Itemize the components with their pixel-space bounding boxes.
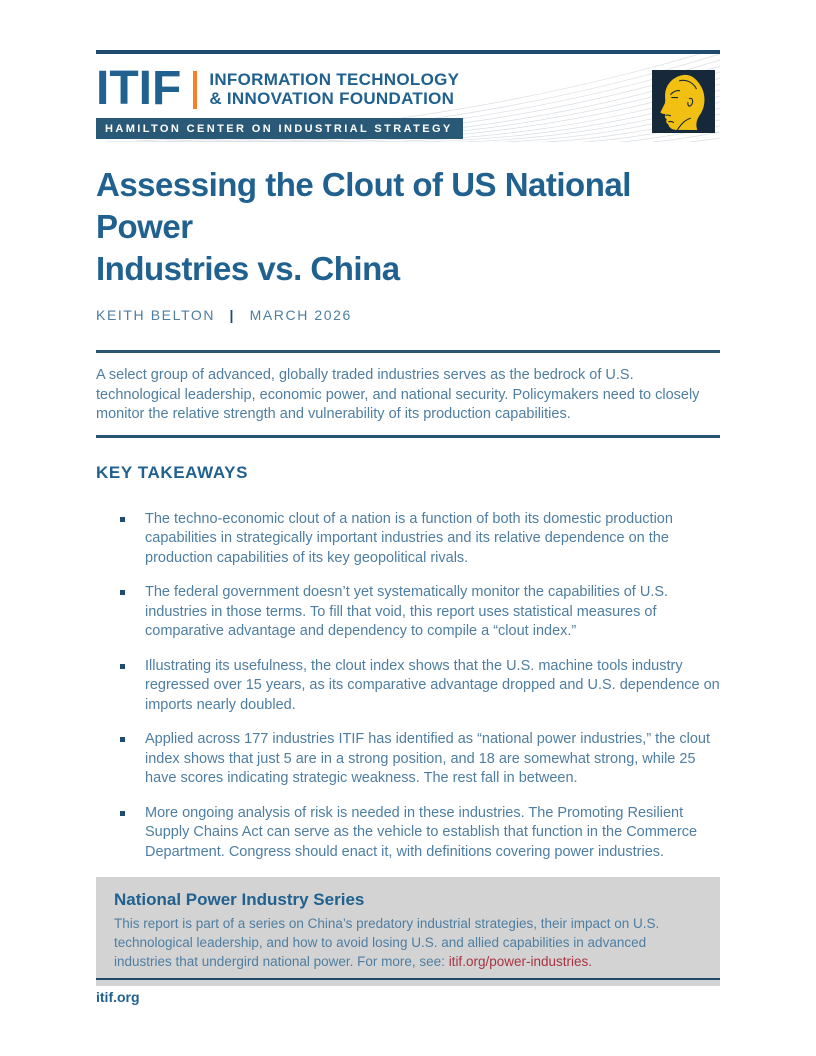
takeaway-text: Applied across 177 industries ITIF has identified as “national power industries,” the clout index shows that just 5 are in a strong position, and 18 are somewhat strong, while 25 have scores indicating strategic weakness. The rest fall in between. <box>145 731 710 786</box>
itif-logo-name-line2: & INNOVATION FOUNDATION <box>209 89 455 108</box>
byline <box>96 307 720 323</box>
takeaway-text: The techno-economic clout of a nation is a function of both its domestic production capabilities in strategically important industries and its relative dependence on the production capabilities of its key geopolitical rivals. <box>145 510 673 566</box>
abstract-rule-top <box>96 350 720 353</box>
page-title <box>96 164 720 290</box>
page-title-line1: Assessing the Clout of US National Power <box>96 166 631 245</box>
series-suffix: . <box>588 954 593 969</box>
footer-site-label: itif.org <box>96 989 140 1005</box>
header <box>96 54 720 142</box>
footer-rule <box>96 978 720 980</box>
itif-logo <box>96 62 460 115</box>
abstract-rule-bottom <box>96 435 720 438</box>
abstract-text: A select group of advanced, globally traded industries serves as the bedrock of U.S. technological leadership, economic power, and national security. Policymakers need to closely monitor the relative strength and vulnerability of its production capabilities. <box>96 367 700 422</box>
series-heading: National Power Industry Series <box>114 890 365 909</box>
series-callout-box <box>96 877 720 986</box>
page-title-line2: Industries vs. China <box>96 250 400 287</box>
series-link[interactable]: itif.org/power-industries <box>448 954 589 969</box>
page-footer <box>96 978 720 1005</box>
takeaway-text: Illustrating its usefulness, the clout index shows that the U.S. machine tools industry regressed over 15 years, as its comparative advantage dropped and U.S. dependence on imports nearly doubled. <box>145 657 720 713</box>
bullet-square-icon <box>120 811 125 816</box>
hamilton-center-banner: HAMILTON CENTER ON INDUSTRIAL STRATEGY <box>96 118 463 139</box>
byline-separator: | <box>229 307 236 323</box>
takeaway-text: More ongoing analysis of risk is needed in these industries. The Promoting Resilient Supply Chains Act can serve as the vehicle to establish that function in the Commerce Department. Congress should enact it, with definitions covering power industries. <box>145 804 698 860</box>
byline-date: MARCH 2026 <box>249 307 352 323</box>
itif-logo-name <box>209 68 459 108</box>
takeaway-item <box>96 510 720 569</box>
bullet-square-icon <box>120 737 125 742</box>
takeaway-item <box>96 804 720 863</box>
takeaway-item <box>96 657 720 716</box>
takeaway-item <box>96 583 720 642</box>
series-body-text: This report is part of a series on China’s predatory industrial strategies, their impact on U.S. technological leadership, and how to avoid losing U.S. and allied capabilities in advanced industries that undergird national power. For more, see: <box>114 916 660 969</box>
key-takeaways-list <box>96 510 720 863</box>
series-body <box>114 914 702 971</box>
takeaway-text: The federal government doesn’t yet systematically monitor the capabilities of U.S. industries in those terms. To fill that void, this report uses statistical measures of comparative advantage and dependency to compile a “clout index.” <box>145 584 669 639</box>
hamilton-portrait-icon <box>652 70 715 133</box>
key-takeaways-heading: KEY TAKEAWAYS <box>96 462 249 482</box>
takeaway-item <box>96 730 720 789</box>
bullet-square-icon <box>120 664 125 669</box>
logo-divider <box>193 71 197 109</box>
itif-logo-acronym: ITIF <box>96 62 182 115</box>
bullet-square-icon <box>120 590 125 595</box>
itif-logo-name-line1: INFORMATION TECHNOLOGY <box>209 70 460 89</box>
byline-author: KEITH BELTON <box>96 307 216 323</box>
bullet-square-icon <box>120 517 125 522</box>
